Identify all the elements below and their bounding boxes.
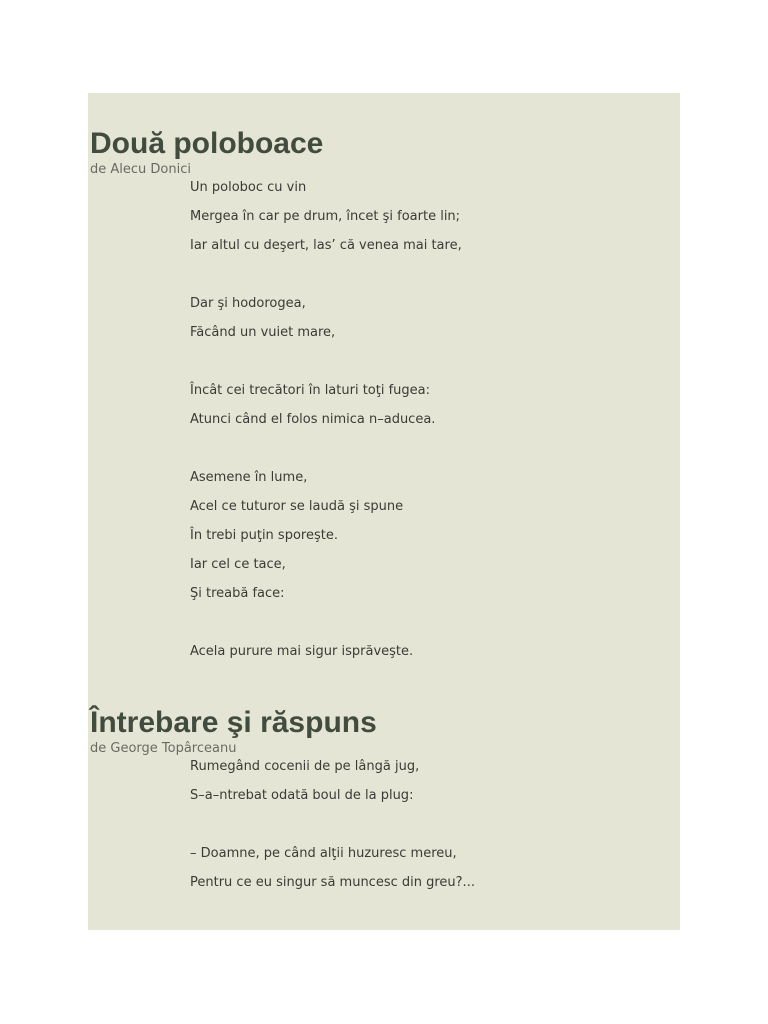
verse-line: Atunci când el folos nimica n–aducea. [190,412,436,427]
verse-line: S–a–ntrebat odată boul de la plug: [190,788,414,803]
poem-title: Întrebare şi răspuns [90,706,377,739]
stanza [190,637,678,666]
stanza [190,289,678,347]
verse-line: Acel ce tuturor se laudă şi spune [190,499,404,514]
poem-section [90,127,678,695]
poem-body [190,173,678,666]
stanza [190,463,678,608]
verse-line: Mergea în car pe drum, încet şi foarte lin; [190,209,461,224]
document-page [88,93,680,930]
verse-line: Încât cei trecători în laturi toţi fugea: [190,383,431,398]
verse-line: – Doamne, pe când alţii huzuresc mereu, [190,846,457,861]
verse-line: Asemene în lume, [190,470,308,485]
poem-body [190,752,678,897]
verse-line: Iar cel ce tace, [190,557,286,572]
verse-line: Pentru ce eu singur să muncesc din greu?... [190,875,475,890]
poem-author: de George Topârceanu [90,741,237,756]
stanza [190,376,678,434]
verse-line: Rumegând cocenii de pe lângă jug, [190,759,420,774]
verse-line: Iar altul cu deşert, las’ că venea mai tare, [190,238,462,253]
poem-section [90,706,678,926]
verse-line: Dar şi hodorogea, [190,296,306,311]
verse-line: Acela purure mai sigur isprăveşte. [190,644,414,659]
poem-title: Două poloboace [90,127,324,160]
verse-line: Un poloboc cu vin [190,180,307,195]
stanza [190,752,678,810]
verse-line: Şi treabă face: [190,586,285,601]
verse-line: Făcând un vuiet mare, [190,325,336,340]
stanza [190,839,678,897]
verse-line: În trebi puţin sporeşte. [190,528,338,543]
stanza [190,173,678,260]
poem-author: de Alecu Donici [90,162,191,177]
